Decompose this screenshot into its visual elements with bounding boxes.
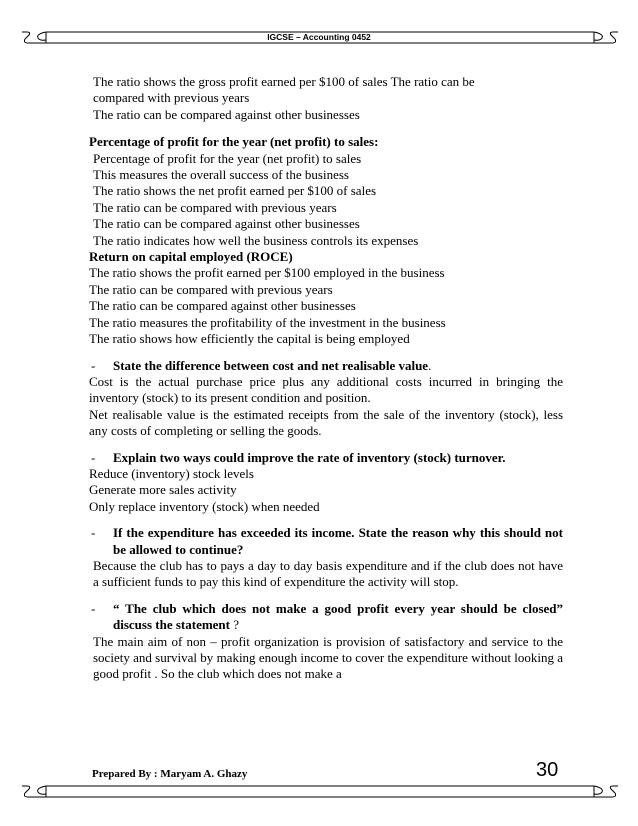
- text-line: The ratio can be compared against other businesses: [93, 216, 360, 232]
- answer-text: Cost is the actual purchase price plus any additional costs incurred in bringing the inventory (stock) to its present condition and position. Net realisable value is the estimated receipts from the sale of the inventory (stock), less any costs of completing or selling the goods.: [89, 373, 563, 439]
- answer-line: Generate more sales activity: [89, 482, 237, 498]
- net-profit-section: [89, 134, 563, 249]
- text-line: The ratio can be compared against other businesses: [93, 106, 360, 122]
- question-4: [89, 601, 563, 683]
- answer-line: Reduce (inventory) stock levels: [89, 465, 254, 481]
- question-text: If the expenditure has exceeded its income. State the reason why this should not be allowed to continue?: [113, 525, 563, 557]
- bullet-dash: -: [91, 525, 96, 541]
- footer-author: Prepared By : Maryam A. Ghazy: [92, 768, 248, 780]
- footer-border: [22, 782, 618, 802]
- page-content: [89, 74, 563, 683]
- text-line: The ratio can be compared with previous years: [93, 199, 337, 215]
- text-line: The ratio measures the profitability of the investment in the business: [89, 314, 446, 330]
- bullet-dash: -: [91, 600, 96, 616]
- document-header-title: IGCSE – Accounting 0452: [267, 32, 371, 42]
- text-line: Percentage of profit for the year (net profit) to sales: [93, 150, 362, 166]
- question-text: State the difference between cost and net realisable value.: [113, 357, 432, 373]
- text-line: The ratio indicates how well the business controls its expenses: [93, 232, 419, 248]
- bullet-dash: -: [91, 357, 96, 373]
- section-heading: Return on capital employed (ROCE): [89, 249, 293, 265]
- text-line: The ratio can be compared with previous years: [89, 281, 333, 297]
- text-line: The ratio can be compared against other businesses: [89, 298, 356, 314]
- answer-text: The main aim of non – profit organization is provision of satisfactory and service to the society and survival by making enough income to cover the expenditure without looking a good profit . So the club which does not make a: [93, 633, 563, 682]
- question-text: “ The club which does not make a good profit every year should be closed” discuss the statement ?: [113, 600, 563, 633]
- answer-text: Because the club has to pays a day to day basis expenditure and if the club does not have a sufficient funds to pay this kind of expenditure the activity will stop.: [93, 557, 563, 590]
- answer-line: Only replace inventory (stock) when needed: [89, 498, 320, 514]
- roce-section: [89, 249, 563, 347]
- bullet-dash: -: [91, 449, 96, 465]
- scroll-border-icon: [22, 782, 618, 802]
- text-line: The ratio shows the gross profit earned per $100 of sales The ratio can be: [93, 74, 475, 89]
- text-line: The ratio shows the profit earned per $100 employed in the business: [89, 265, 445, 281]
- question-1: [89, 358, 563, 440]
- text-line: This measures the overall success of the business: [93, 167, 349, 183]
- question-2: [89, 450, 563, 516]
- question-text: Explain two ways could improve the rate of inventory (stock) turnover.: [113, 449, 506, 465]
- gross-profit-section: [89, 74, 563, 123]
- text-line: The ratio shows how efficiently the capital is being employed: [89, 331, 410, 347]
- text-line: compared with previous years: [93, 90, 250, 106]
- question-3: [89, 525, 563, 591]
- text-line: The ratio shows the net profit earned per $100 of sales: [93, 183, 377, 199]
- page-number: 30: [536, 759, 559, 781]
- section-heading: Percentage of profit for the year (net profit) to sales:: [89, 134, 379, 150]
